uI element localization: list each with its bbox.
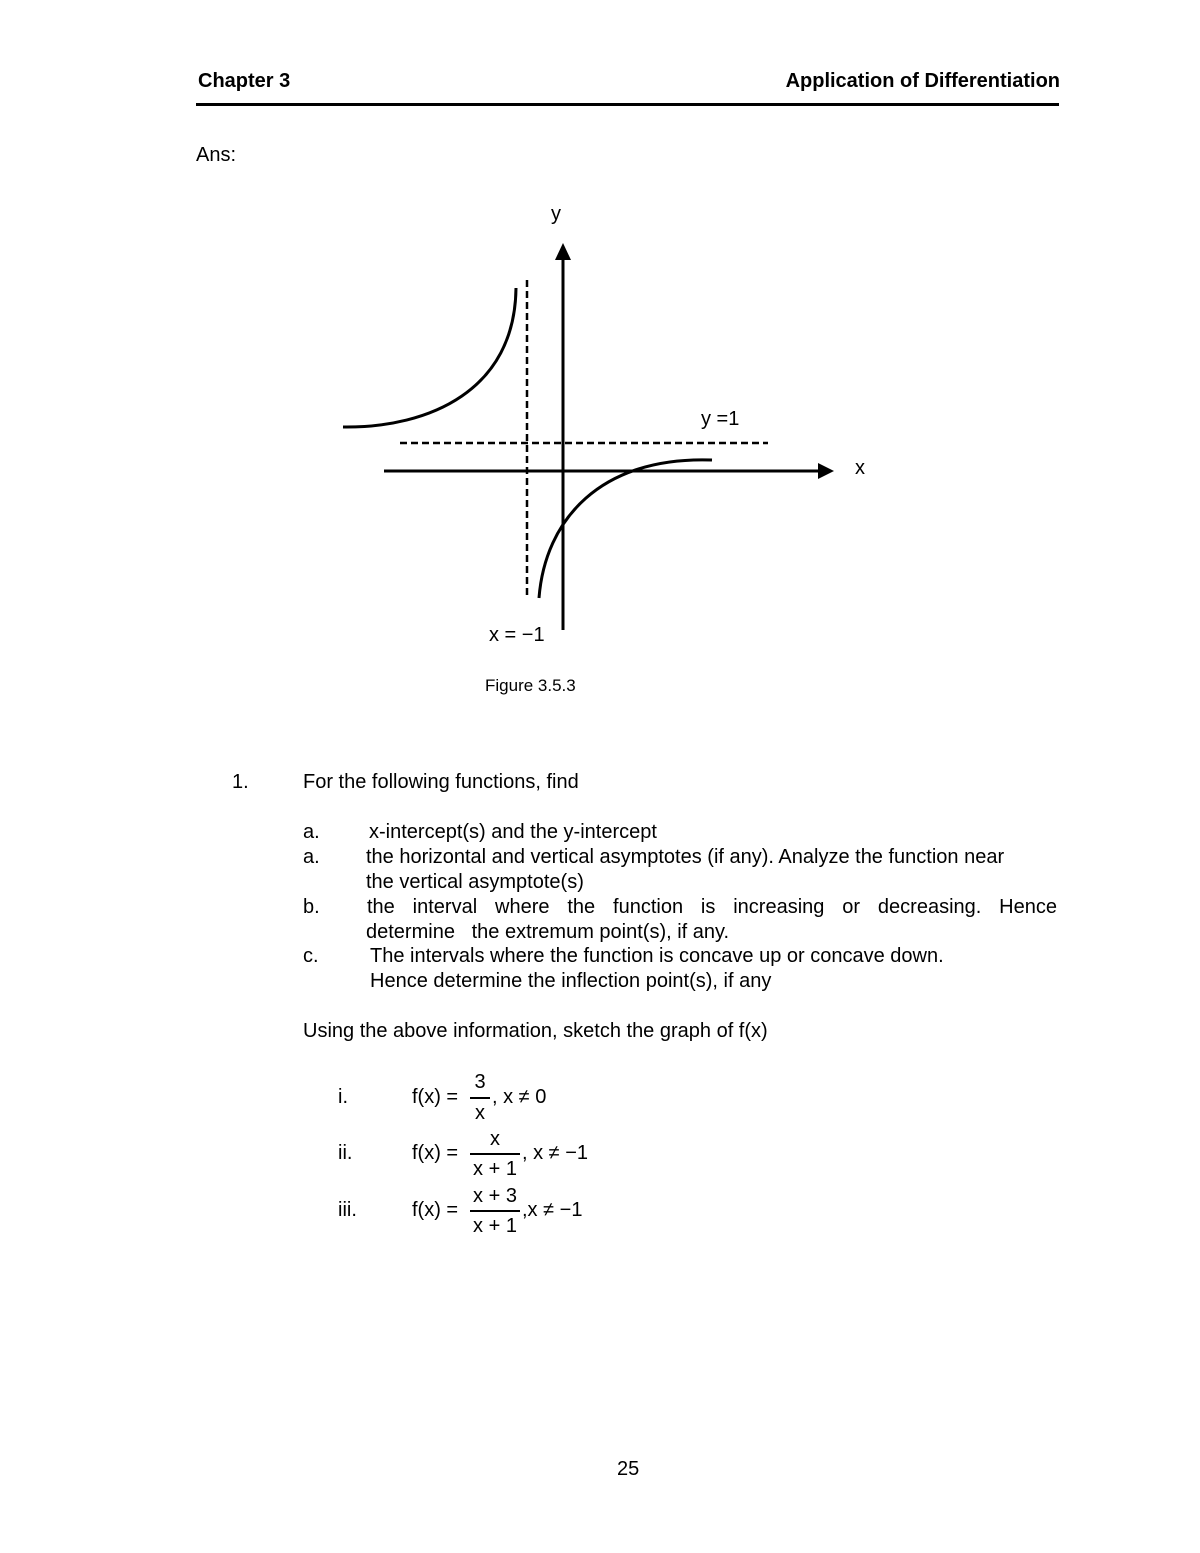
x-axis-arrowhead: [818, 463, 834, 479]
vertical-asymptote-label: x = −1: [489, 624, 545, 646]
part-marker: a.: [303, 821, 320, 843]
function-lhs: f(x) =: [412, 1086, 459, 1108]
part-text: the horizontal and vertical asymptotes (if any). Analyze the function near: [366, 846, 1005, 868]
x-axis-label: x: [855, 457, 865, 479]
fraction-bar: [470, 1153, 520, 1155]
function-marker: i.: [338, 1086, 348, 1108]
part-marker: b.: [303, 896, 320, 918]
function-condition: ,x ≠ −1: [522, 1199, 583, 1221]
horizontal-asymptote-label: y =1: [701, 408, 740, 430]
function-lhs: f(x) =: [412, 1142, 459, 1164]
numerator: x + 3: [473, 1185, 517, 1207]
function-lhs: f(x) =: [412, 1199, 459, 1221]
fraction-bar: [470, 1210, 520, 1212]
figure-caption: Figure 3.5.3: [485, 676, 576, 695]
question-number: 1.: [232, 771, 249, 793]
page-number: 25: [617, 1458, 640, 1480]
function-marker: iii.: [338, 1199, 357, 1221]
part-text: x-intercept(s) and the y-intercept: [369, 821, 657, 843]
part-text: The intervals where the function is concave up or concave down.: [370, 945, 944, 967]
ans-label: Ans:: [196, 144, 237, 166]
denominator: x: [475, 1102, 485, 1124]
part-marker: c.: [303, 945, 319, 967]
numerator: x: [490, 1128, 500, 1150]
denominator: x + 1: [473, 1158, 517, 1180]
y-axis-label: y: [551, 203, 561, 225]
asymptote-graph: [0, 0, 1200, 720]
fraction-bar: [470, 1097, 490, 1099]
function-marker: ii.: [338, 1142, 353, 1164]
denominator: x + 1: [473, 1215, 517, 1237]
y-axis-arrowhead: [555, 243, 571, 260]
left-branch-curve: [343, 288, 516, 427]
part-marker: a.: [303, 846, 320, 868]
part-text: the vertical asymptote(s): [366, 871, 584, 893]
question-intro: For the following functions, find: [303, 771, 579, 793]
instruction: Using the above information, sketch the graph of f(x): [303, 1020, 768, 1042]
part-text: determine the extremum point(s), if any.: [366, 921, 730, 943]
function-condition: , x ≠ 0: [492, 1086, 547, 1108]
chapter-label: Chapter 3: [198, 70, 291, 92]
part-text: the interval where the function is increasing or decreasing. Hence: [367, 896, 1057, 918]
right-branch-curve: [539, 460, 712, 598]
function-condition: , x ≠ −1: [522, 1142, 589, 1164]
part-text: Hence determine the inflection point(s), if any: [370, 970, 772, 992]
numerator: 3: [474, 1071, 486, 1093]
chapter-title: Application of Differentiation: [785, 70, 1060, 92]
